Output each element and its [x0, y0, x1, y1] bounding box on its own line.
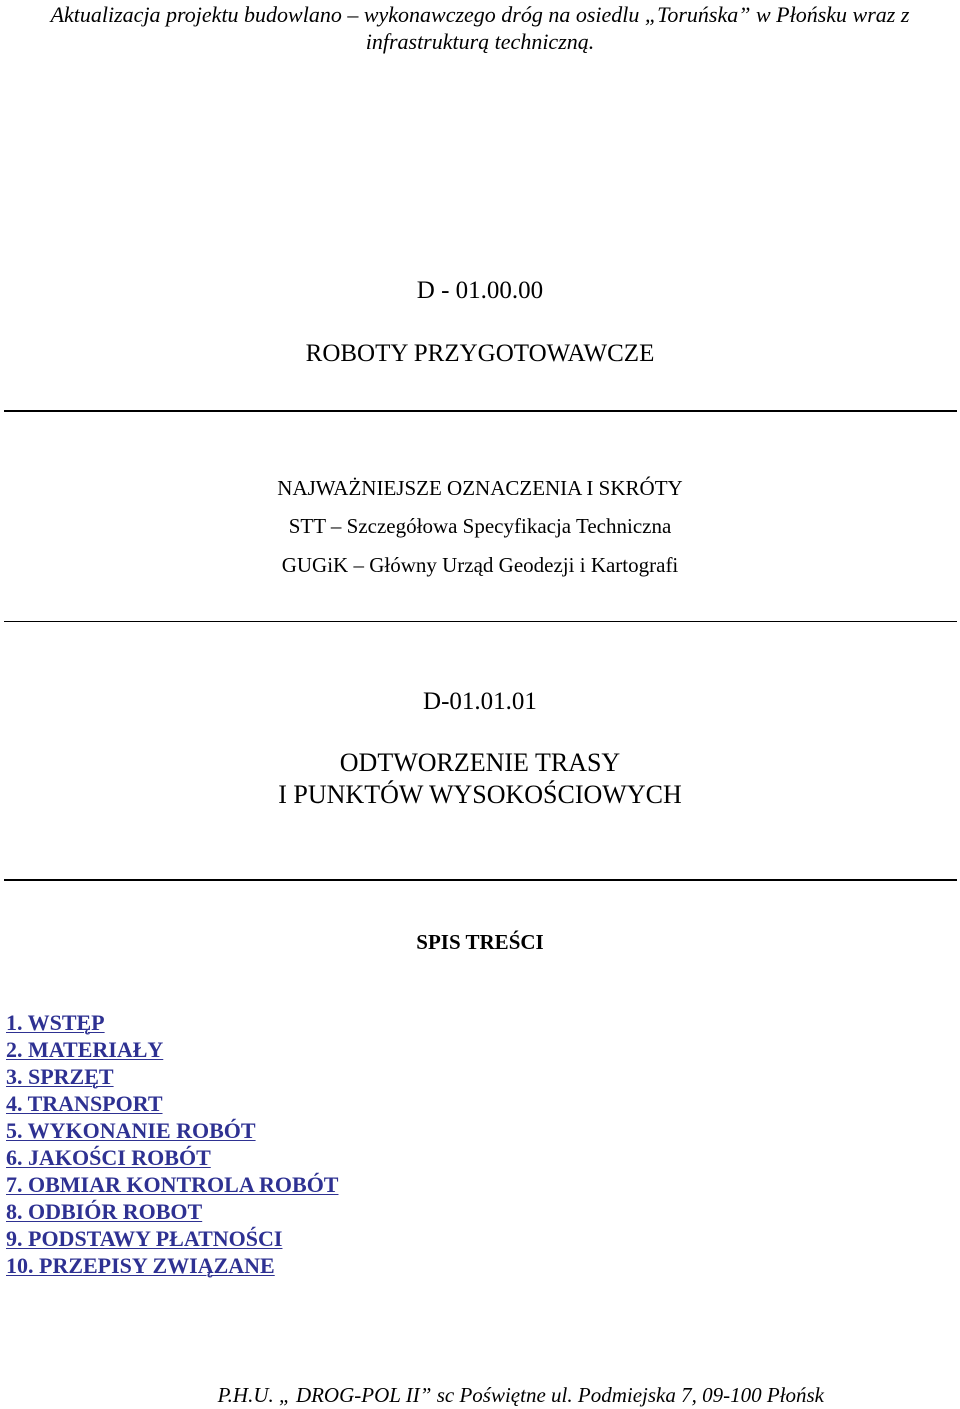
- toc-link-sprzet[interactable]: 3. SPRZĘT: [6, 1064, 114, 1089]
- toc-title: SPIS TREŚCI: [416, 930, 544, 954]
- toc-item: [6, 1063, 338, 1090]
- toc-item: [6, 1225, 338, 1252]
- toc-item: [6, 1144, 338, 1171]
- toc-item: [6, 1090, 338, 1117]
- divider-top: [4, 410, 957, 412]
- toc-item: [6, 1198, 338, 1225]
- divider-middle: [4, 621, 957, 622]
- section-title-sub-line2: I PUNKTÓW WYSOKOŚCIOWYCH: [278, 780, 682, 809]
- toc-link-materialy[interactable]: 2. MATERIAŁY: [6, 1037, 164, 1062]
- toc-list: [6, 1009, 338, 1279]
- toc-item: [6, 1171, 338, 1198]
- section-title-sub-line1: ODTWORZENIE TRASY: [339, 748, 621, 777]
- toc-link-podstawy-platnosci[interactable]: 9. PODSTAWY PŁATNOŚCI: [6, 1226, 283, 1251]
- document-header: Aktualizacja projektu budowlano – wykonawczego dróg na osiedlu „Toruńska” w Płońsku wraz z infrastrukturą techniczną.: [50, 2, 910, 54]
- document-footer: P.H.U. „ DROG-POL II” sc Poświętne ul. Podmiejska 7, 09-100 Płońsk: [217, 1383, 824, 1407]
- toc-link-przepisy-zwiazane[interactable]: 10. PRZEPISY ZWIĄZANE: [6, 1253, 275, 1278]
- divider-bottom: [4, 879, 957, 881]
- toc-item: [6, 1036, 338, 1063]
- section-title-main: ROBOTY PRZYGOTOWAWCZE: [305, 340, 655, 367]
- abbreviation-gugik: GUGiK – Główny Urząd Geodezji i Kartografi: [281, 553, 679, 577]
- toc-link-obmiar-kontrola-robot[interactable]: 7. OBMIAR KONTROLA ROBÓT: [6, 1172, 339, 1197]
- section-code-sub: D-01.01.01: [423, 688, 537, 715]
- section-code-main: D - 01.00.00: [416, 277, 544, 304]
- toc-link-odbior-robot[interactable]: 8. ODBIÓR ROBOT: [6, 1199, 203, 1224]
- toc-item: [6, 1252, 338, 1279]
- abbreviation-stt: STT – Szczegółowa Specyfikacja Techniczna: [288, 514, 672, 538]
- toc-item: [6, 1009, 338, 1036]
- toc-link-transport[interactable]: 4. TRANSPORT: [6, 1091, 163, 1116]
- toc-link-wstep[interactable]: 1. WSTĘP: [6, 1010, 105, 1035]
- abbreviations-title: NAJWAŻNIEJSZE OZNACZENIA I SKRÓTY: [277, 476, 683, 500]
- toc-link-jakosci-robot[interactable]: 6. JAKOŚCI ROBÓT: [6, 1145, 211, 1170]
- toc-item: [6, 1117, 338, 1144]
- toc-link-wykonanie-robot[interactable]: 5. WYKONANIE ROBÓT: [6, 1118, 256, 1143]
